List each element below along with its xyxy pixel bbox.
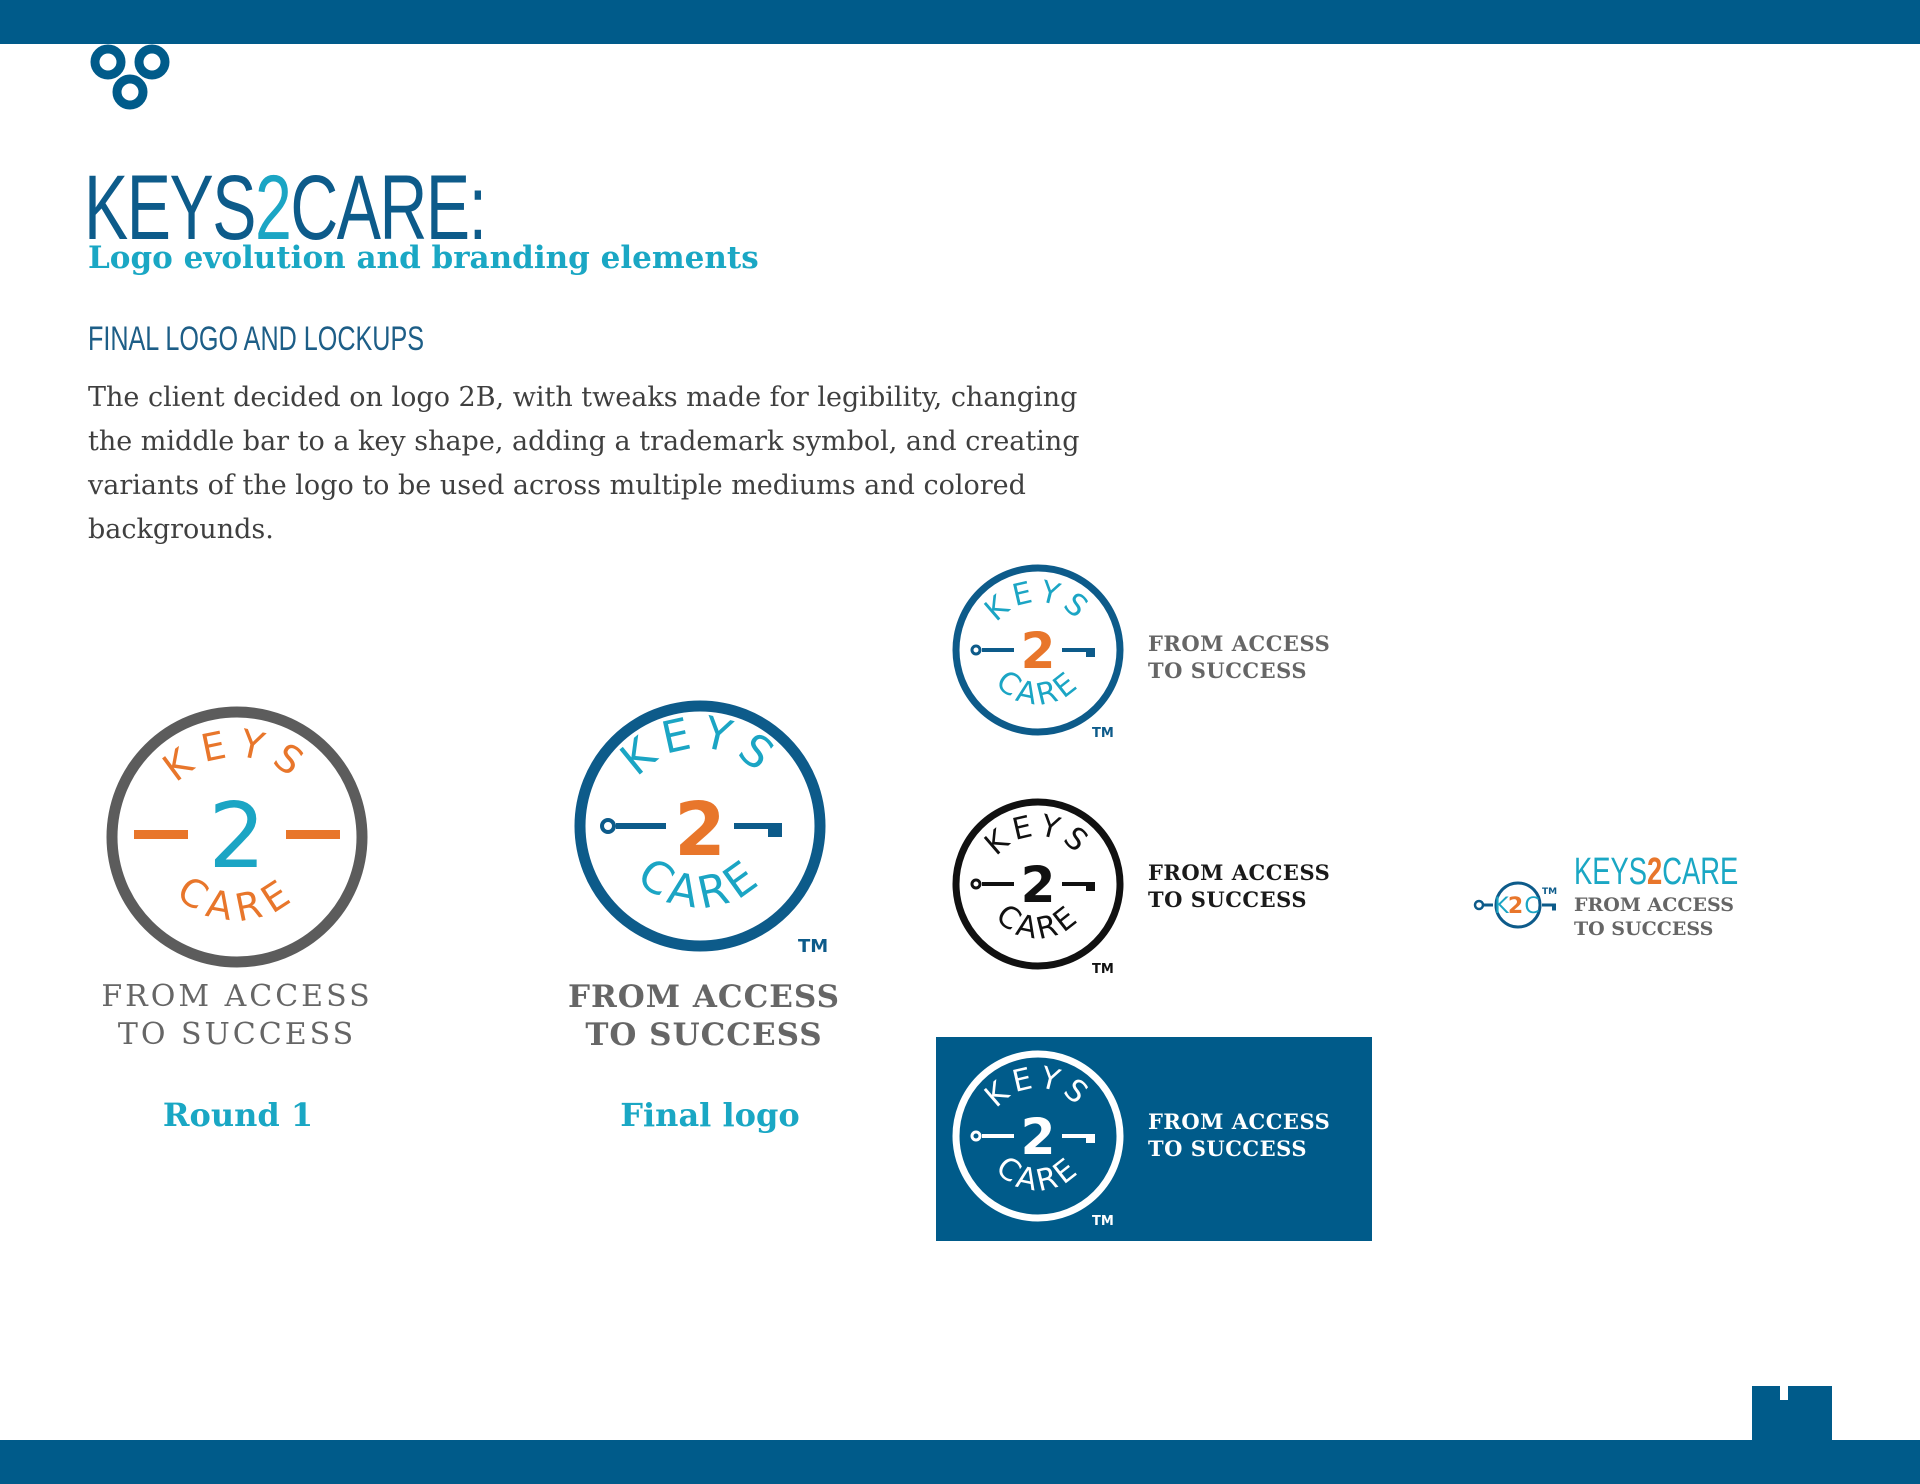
horizontal-wordmark-two: 2	[1647, 851, 1663, 893]
corner-castle-icon	[1752, 1386, 1832, 1440]
horizontal-wordmark	[1574, 852, 1738, 892]
lockup-black-tm	[1092, 960, 1122, 976]
horizontal-wordmark-keys: KEYS	[1574, 851, 1648, 893]
page-subtitle: Logo evolution and branding elements	[88, 240, 759, 276]
round1-keys-text: KEYS	[154, 720, 320, 791]
lockup-black-line2: TO SUCCESS	[1148, 887, 1308, 912]
svg-text:K 2 C	[1494, 894, 1539, 919]
lockup-color-tagline	[1148, 630, 1330, 684]
lockup-black-logo	[950, 796, 1126, 972]
lockup-black-tagline	[1148, 859, 1330, 913]
lockup-color-tm	[1092, 724, 1122, 740]
round1-right-bar	[286, 830, 340, 839]
round1-care-text: CARE	[169, 867, 305, 931]
section-heading: FINAL LOGO AND LOCKUPS	[88, 320, 425, 358]
lockup-reversed-tm	[1092, 1212, 1122, 1228]
lockup-reversed-line1: FROM ACCESS	[1148, 1109, 1331, 1134]
final-tagline-line1: FROM ACCESS	[567, 979, 840, 1015]
lockup-color-line2: TO SUCCESS	[1148, 658, 1308, 683]
lockup-color-two-text: 2	[1020, 622, 1056, 680]
section-body-text: The client decided on logo 2B, with tweaks made for legibility, changing the middle bar to a key shape, adding a trademark symbol, and creating variants of the logo to be used across multiple mediums and colored backgrounds.	[88, 382, 1080, 545]
horizontal-tagline	[1574, 893, 1734, 941]
bottom-border-bar	[0, 1440, 1920, 1484]
horizontal-monogram-c: C	[1524, 894, 1540, 919]
horizontal-wordmark-care: CARE	[1662, 851, 1739, 893]
final-caption: Final logo	[620, 1096, 800, 1134]
horizontal-monogram-logo	[1472, 878, 1568, 930]
round1-tagline-line2: TO SUCCESS	[117, 1017, 357, 1052]
final-tm-text: TM	[798, 936, 829, 957]
lockup-color-line1: FROM ACCESS	[1148, 631, 1331, 656]
round1-two-text: 2	[208, 784, 266, 889]
lockup-black-line1: FROM ACCESS	[1148, 860, 1331, 885]
brand-trefoil-icon	[86, 42, 176, 114]
round1-left-bar	[134, 830, 188, 839]
lockup-reversed-tagline	[1148, 1108, 1330, 1162]
final-care-text: CARE	[628, 847, 772, 920]
lockup-reversed-keys-text: KEYS	[978, 1060, 1098, 1115]
lockup-reversed-two-text: 2	[1020, 1108, 1056, 1166]
lockup-black-keys-text: KEYS	[978, 808, 1098, 863]
horizontal-tagline-line1: FROM ACCESS	[1574, 894, 1734, 916]
lockup-black-two-text: 2	[1020, 856, 1056, 914]
top-border-bar	[0, 0, 1920, 44]
lockup-color-keys-text: KEYS	[978, 574, 1098, 629]
round1-tagline	[98, 978, 376, 1054]
horizontal-monogram-k: K	[1494, 894, 1509, 919]
lockup-reversed-line2: TO SUCCESS	[1148, 1136, 1308, 1161]
horizontal-tm-text: TM	[1542, 887, 1558, 897]
round1-tagline-line1: FROM ACCESS	[101, 979, 373, 1014]
lockup-reversed-care-text: CARE	[989, 1149, 1087, 1200]
lockup-reversed-logo	[950, 1048, 1126, 1224]
final-tagline	[558, 978, 850, 1054]
lockup-reversed-tm-text: TM	[1092, 1214, 1114, 1228]
lockup-color-logo	[950, 562, 1126, 738]
final-keys-text: KEYS	[611, 706, 789, 786]
lockup-black-care-text: CARE	[989, 897, 1087, 948]
horizontal-tagline-line2: TO SUCCESS	[1574, 918, 1714, 940]
final-two-text: 2	[674, 787, 726, 873]
page-title: KEYS2CARE:	[84, 157, 486, 259]
round1-caption: Round 1	[162, 1096, 314, 1134]
lockup-color-care-text: CARE	[989, 663, 1087, 714]
horizontal-monogram-2: 2	[1507, 894, 1524, 919]
final-tagline-line2: TO SUCCESS	[585, 1017, 823, 1053]
round1-logo	[100, 700, 374, 974]
final-logo	[570, 698, 836, 964]
lockup-black-tm-text: TM	[1092, 962, 1114, 976]
lockup-color-tm-text: TM	[1092, 726, 1114, 740]
